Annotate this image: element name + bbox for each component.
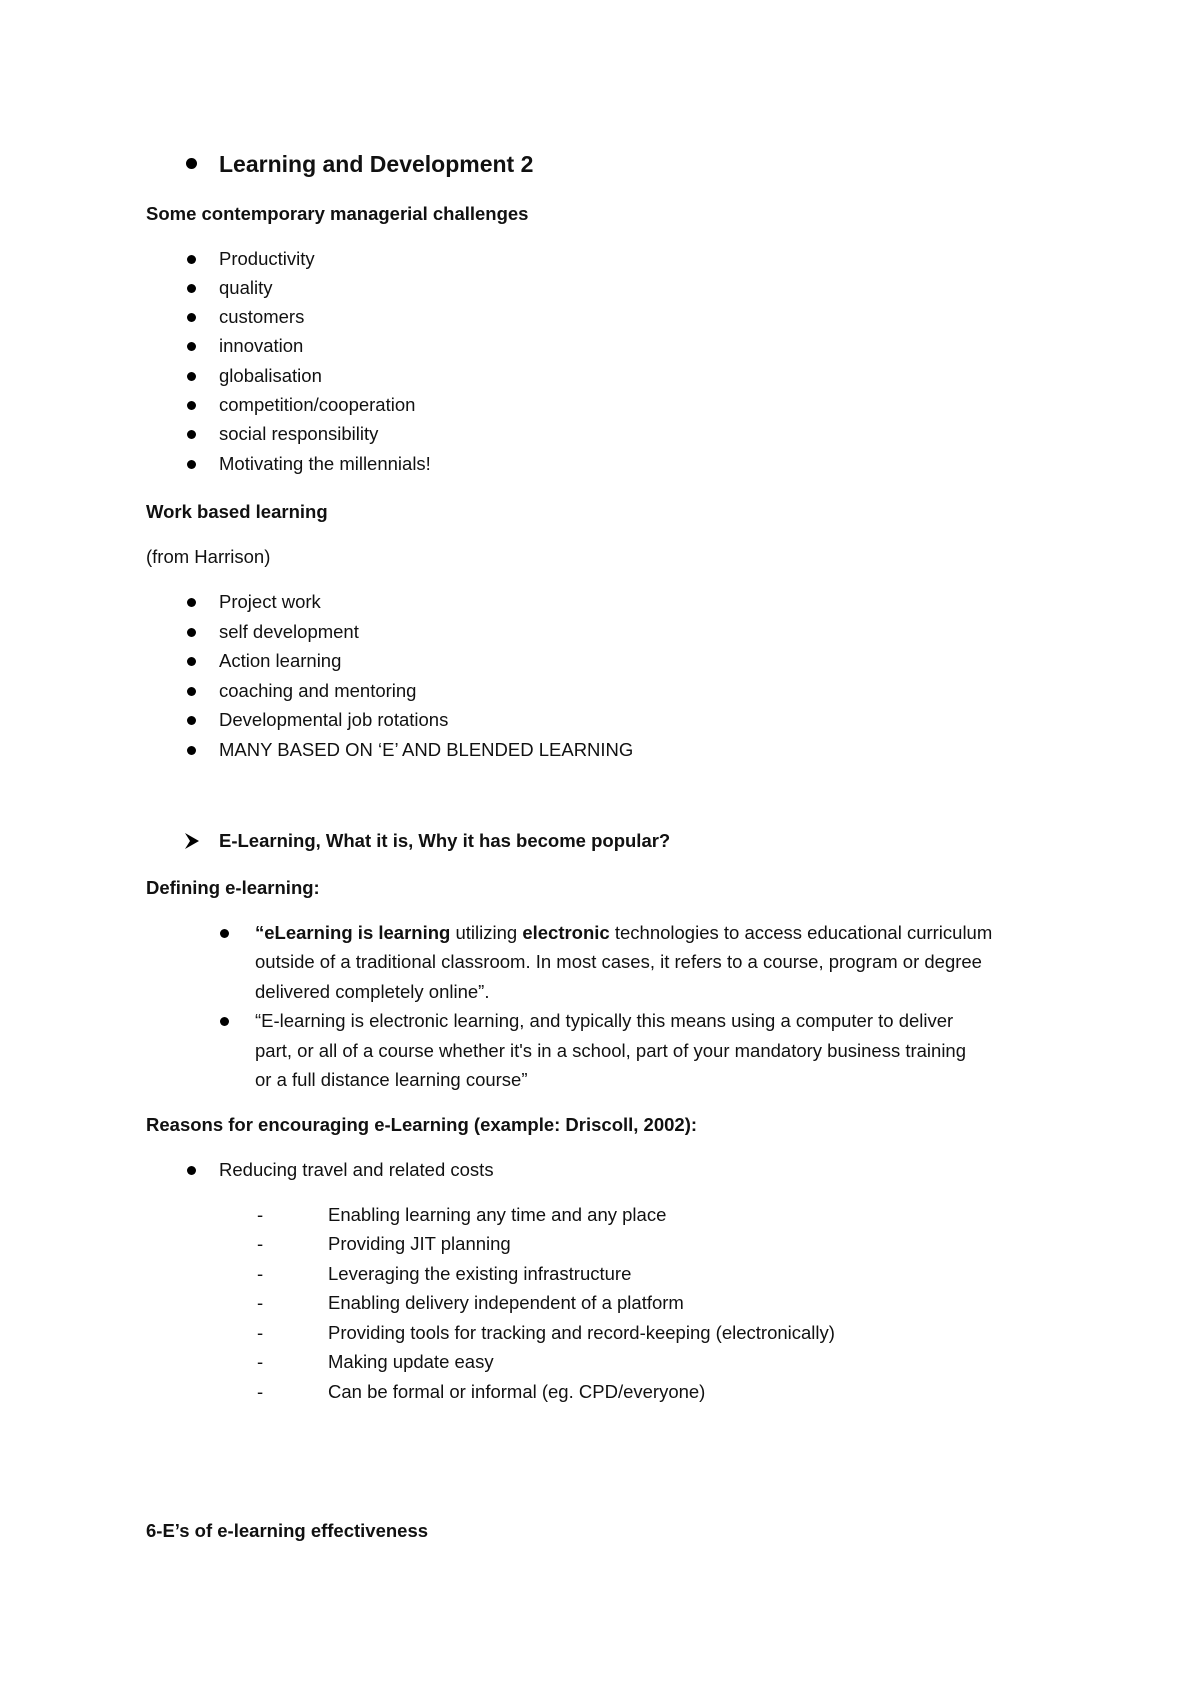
definition-text: utilizing: [450, 922, 523, 943]
list-item: MANY BASED ON ‘E’ AND BLENDED LEARNING: [219, 739, 634, 760]
list-item: Motivating the millennials!: [219, 453, 431, 474]
bullet-icon: [187, 598, 196, 607]
dash-marker: -: [257, 1263, 264, 1284]
list-item: innovation: [219, 335, 304, 356]
work-based-heading: Work based learning: [146, 501, 328, 522]
reasons-main-item: Reducing travel and related costs: [219, 1159, 494, 1180]
list-item: Developmental job rotations: [219, 709, 449, 730]
list-item: globalisation: [219, 365, 322, 386]
dash-marker: -: [257, 1351, 264, 1372]
sub-list-item: Making update easy: [328, 1351, 494, 1372]
dash-marker: -: [257, 1381, 264, 1402]
list-item: Action learning: [219, 650, 342, 671]
definition-2-line-2: part, or all of a course whether it's in a school, part of your mandatory business training: [255, 1040, 967, 1061]
definition-1-line-3: delivered completely online”.: [255, 981, 490, 1002]
bullet-icon: [187, 687, 196, 696]
work-based-source: (from Harrison): [146, 546, 271, 567]
sub-list-item: Enabling learning any time and any place: [328, 1204, 667, 1225]
bullet-icon: [187, 1166, 196, 1175]
list-item: competition/cooperation: [219, 394, 416, 415]
title-bullet-icon: [186, 158, 197, 169]
definition-text: technologies to access educational curriculum: [609, 922, 993, 943]
bullet-icon: [187, 313, 196, 322]
list-item: quality: [219, 277, 273, 298]
bullet-icon: [187, 746, 196, 755]
sub-list-item: Enabling delivery independent of a platform: [328, 1292, 684, 1313]
definition-1-line-2: outside of a traditional classroom. In most cases, it refers to a course, program or degree: [255, 951, 982, 972]
bullet-icon: [187, 628, 196, 637]
arrow-bullet-icon: [185, 833, 199, 849]
dash-marker: -: [257, 1233, 264, 1254]
bullet-icon: [220, 929, 229, 938]
six-es-heading: 6-E’s of e-learning effectiveness: [146, 1520, 429, 1541]
definition-2-line-3: or a full distance learning course”: [255, 1069, 528, 1090]
dash-marker: -: [257, 1322, 264, 1343]
bullet-icon: [187, 657, 196, 666]
bullet-icon: [187, 372, 196, 381]
bullet-icon: [187, 401, 196, 410]
definition-bold-text: electronic: [522, 922, 610, 943]
bullet-icon: [187, 342, 196, 351]
challenges-heading: Some contemporary managerial challenges: [146, 203, 529, 224]
sub-list-item: Providing tools for tracking and record-keeping (electronically): [328, 1322, 835, 1343]
list-item: customers: [219, 306, 305, 327]
dash-marker: -: [257, 1204, 264, 1225]
bullet-icon: [187, 430, 196, 439]
dash-marker: -: [257, 1292, 264, 1313]
list-item: Productivity: [219, 248, 315, 269]
page-title: Learning and Development 2: [219, 151, 534, 177]
sub-list-item: Leveraging the existing infrastructure: [328, 1263, 632, 1284]
list-item: self development: [219, 621, 359, 642]
list-item: coaching and mentoring: [219, 680, 417, 701]
reasons-heading: Reasons for encouraging e-Learning (example: Driscoll, 2002):: [146, 1114, 698, 1135]
bullet-icon: [187, 716, 196, 725]
defining-heading: Defining e-learning:: [146, 877, 320, 898]
bullet-icon: [187, 284, 196, 293]
bullet-icon: [187, 460, 196, 469]
definition-2-line-1: “E-learning is electronic learning, and typically this means using a computer to deliver: [255, 1010, 954, 1031]
bullet-icon: [187, 255, 196, 264]
definition-1-line-1: [255, 922, 992, 944]
elearning-heading: E-Learning, What it is, Why it has become popular?: [219, 830, 671, 851]
sub-list-item: Providing JIT planning: [328, 1233, 511, 1254]
sub-list-item: Can be formal or informal (eg. CPD/everyone): [328, 1381, 706, 1402]
bullet-icon: [220, 1017, 229, 1026]
list-item: social responsibility: [219, 423, 379, 444]
list-item: Project work: [219, 591, 321, 612]
definition-bold-text: “eLearning is learning: [255, 922, 451, 943]
